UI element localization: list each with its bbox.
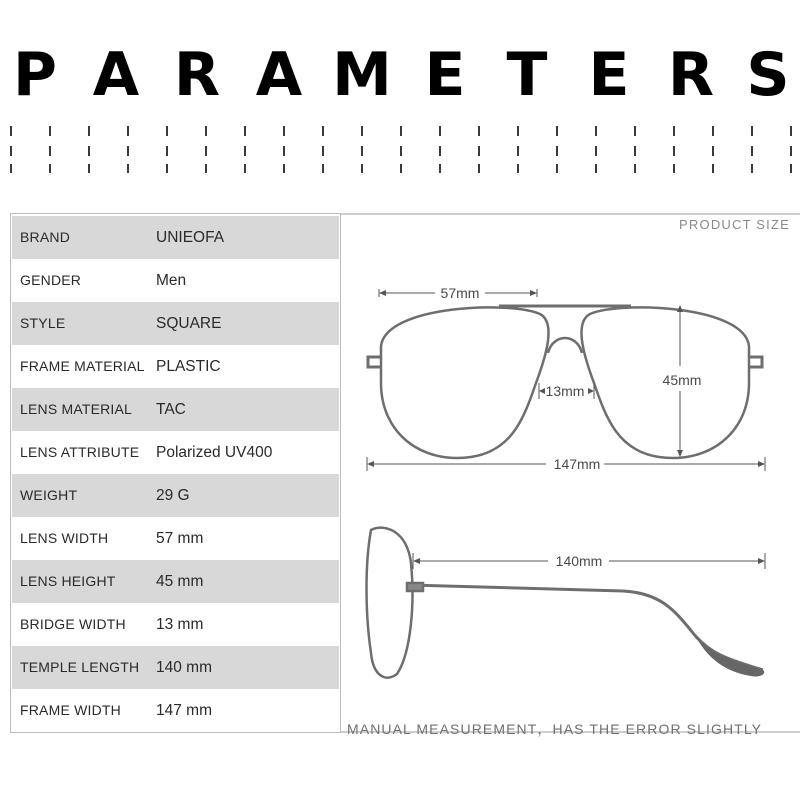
ruler-tick (361, 126, 363, 136)
spec-table (10, 213, 341, 733)
spec-value: 13 mm (156, 616, 204, 633)
side-hinge (407, 583, 423, 591)
title-letter: P (13, 40, 57, 110)
ruler-tick (283, 146, 285, 156)
ruler-tick (166, 146, 168, 156)
ruler-tick (790, 146, 792, 156)
title-letter: A (92, 40, 140, 110)
ruler-tick (10, 164, 12, 173)
ruler-tick (127, 164, 129, 173)
ruler-tick (166, 126, 168, 136)
ruler-tick (595, 126, 597, 136)
ruler-tick (595, 146, 597, 156)
temple-length-label: 140mm (555, 553, 603, 569)
ruler-tick (634, 164, 636, 173)
ruler-tick (400, 164, 402, 173)
lens-height-label: 45mm (662, 372, 702, 388)
ruler-tick (361, 146, 363, 156)
spec-label: TEMPLE LENGTH (20, 659, 140, 675)
ruler-tick (751, 126, 753, 136)
title-letter: T (506, 40, 548, 110)
left-hinge (368, 357, 381, 367)
spec-label: BRIDGE WIDTH (20, 616, 126, 632)
ruler-tick (361, 164, 363, 173)
frame-width-label: 147mm (553, 456, 601, 472)
ruler-tick (478, 164, 480, 173)
spec-value: Men (156, 272, 187, 289)
ruler-tick (322, 126, 324, 136)
spec-label: LENS HEIGHT (20, 573, 116, 589)
spec-row (12, 603, 339, 646)
title-letter: M (332, 40, 392, 110)
ruler-tick (478, 126, 480, 136)
ruler-tick (88, 126, 90, 136)
lens-side-profile (367, 528, 413, 678)
ruler-tick (673, 164, 675, 173)
spec-label: LENS MATERIAL (20, 401, 133, 417)
spec-row (12, 302, 339, 345)
ruler-tick (400, 126, 402, 136)
ruler-tick (244, 146, 246, 156)
spec-row (12, 259, 339, 302)
spec-value: 29 G (156, 487, 190, 504)
ruler-tick (790, 164, 792, 173)
spec-label: WEIGHT (20, 487, 78, 503)
spec-row (12, 560, 339, 603)
spec-label: FRAME MATERIAL (20, 358, 145, 374)
ruler-tick (49, 164, 51, 173)
ruler-tick (712, 146, 714, 156)
glasses-side-view (367, 528, 764, 678)
spec-value: 57 mm (156, 530, 204, 547)
ruler-tick (127, 146, 129, 156)
product-size-diagram (341, 213, 800, 753)
ruler-tick (322, 146, 324, 156)
title-letter: E (424, 40, 466, 110)
spec-label: FRAME WIDTH (20, 702, 121, 718)
ruler-tick (88, 164, 90, 173)
ruler-tick (205, 126, 207, 136)
ruler-tick (322, 164, 324, 173)
ruler-tick (283, 164, 285, 173)
spec-row (12, 388, 339, 431)
spec-value: 140 mm (156, 659, 212, 676)
title-letter: R (667, 40, 715, 110)
spec-label: LENS WIDTH (20, 530, 109, 546)
ruler-tick (400, 146, 402, 156)
spec-label: LENS ATTRIBUTE (20, 444, 140, 460)
bridge (548, 338, 582, 353)
ruler-tick (10, 146, 12, 156)
title-letter: R (173, 40, 221, 110)
ruler-tick (439, 146, 441, 156)
ruler-tick (205, 164, 207, 173)
ruler-tick (712, 164, 714, 173)
ruler-tick (517, 146, 519, 156)
spec-row (12, 689, 339, 732)
title-letter: E (588, 40, 630, 110)
glasses-diagram-svg (341, 213, 800, 753)
ruler-tick (205, 146, 207, 156)
spec-label: STYLE (20, 315, 66, 331)
ruler-tick (556, 126, 558, 136)
ruler-tick (244, 164, 246, 173)
ruler-tick (283, 126, 285, 136)
spec-value: PLASTIC (156, 358, 221, 375)
ruler-tick (790, 126, 792, 136)
glasses-front-view (368, 306, 762, 458)
left-lens (381, 307, 549, 458)
spec-row (12, 216, 339, 259)
spec-row (12, 431, 339, 474)
ruler-tick (88, 146, 90, 156)
ruler-tick (166, 164, 168, 173)
temple-arm (409, 585, 763, 670)
ruler-tick (49, 126, 51, 136)
spec-value: Polarized UV400 (156, 444, 273, 461)
ruler-tick (49, 146, 51, 156)
bridge-width-label: 13mm (545, 383, 585, 399)
spec-row (12, 474, 339, 517)
spec-value: 45 mm (156, 573, 204, 590)
spec-value: TAC (156, 401, 186, 418)
lens-width-label: 57mm (440, 285, 480, 301)
ruler-tick (751, 146, 753, 156)
ruler-tick (673, 126, 675, 136)
spec-label: BRAND (20, 229, 71, 245)
temple-tip (693, 633, 764, 676)
ruler-tick (244, 126, 246, 136)
ruler-divider (0, 126, 800, 176)
spec-value: 147 mm (156, 702, 212, 719)
ruler-tick (751, 164, 753, 173)
ruler-tick (634, 126, 636, 136)
ruler-tick (517, 164, 519, 173)
page-title (0, 40, 800, 110)
spec-value: SQUARE (156, 315, 222, 332)
title-letter: S (746, 40, 790, 110)
ruler-tick (517, 126, 519, 136)
ruler-tick (673, 146, 675, 156)
ruler-tick (439, 126, 441, 136)
ruler-tick (439, 164, 441, 173)
ruler-tick (634, 146, 636, 156)
ruler-tick (478, 146, 480, 156)
title-letter: A (255, 40, 303, 110)
ruler-tick (595, 164, 597, 173)
spec-row (12, 646, 339, 689)
ruler-tick (712, 126, 714, 136)
spec-label: GENDER (20, 272, 82, 288)
spec-row (12, 517, 339, 560)
ruler-tick (127, 126, 129, 136)
spec-row (12, 345, 339, 388)
right-hinge (749, 357, 762, 367)
ruler-tick (10, 126, 12, 136)
measurement-footnote: MANUAL MEASUREMENT，HAS THE ERROR SLIGHTLY (347, 721, 763, 737)
spec-value: UNIEOFA (156, 229, 225, 246)
ruler-tick (556, 146, 558, 156)
ruler-tick (556, 164, 558, 173)
product-size-label: PRODUCT SIZE (673, 217, 796, 232)
